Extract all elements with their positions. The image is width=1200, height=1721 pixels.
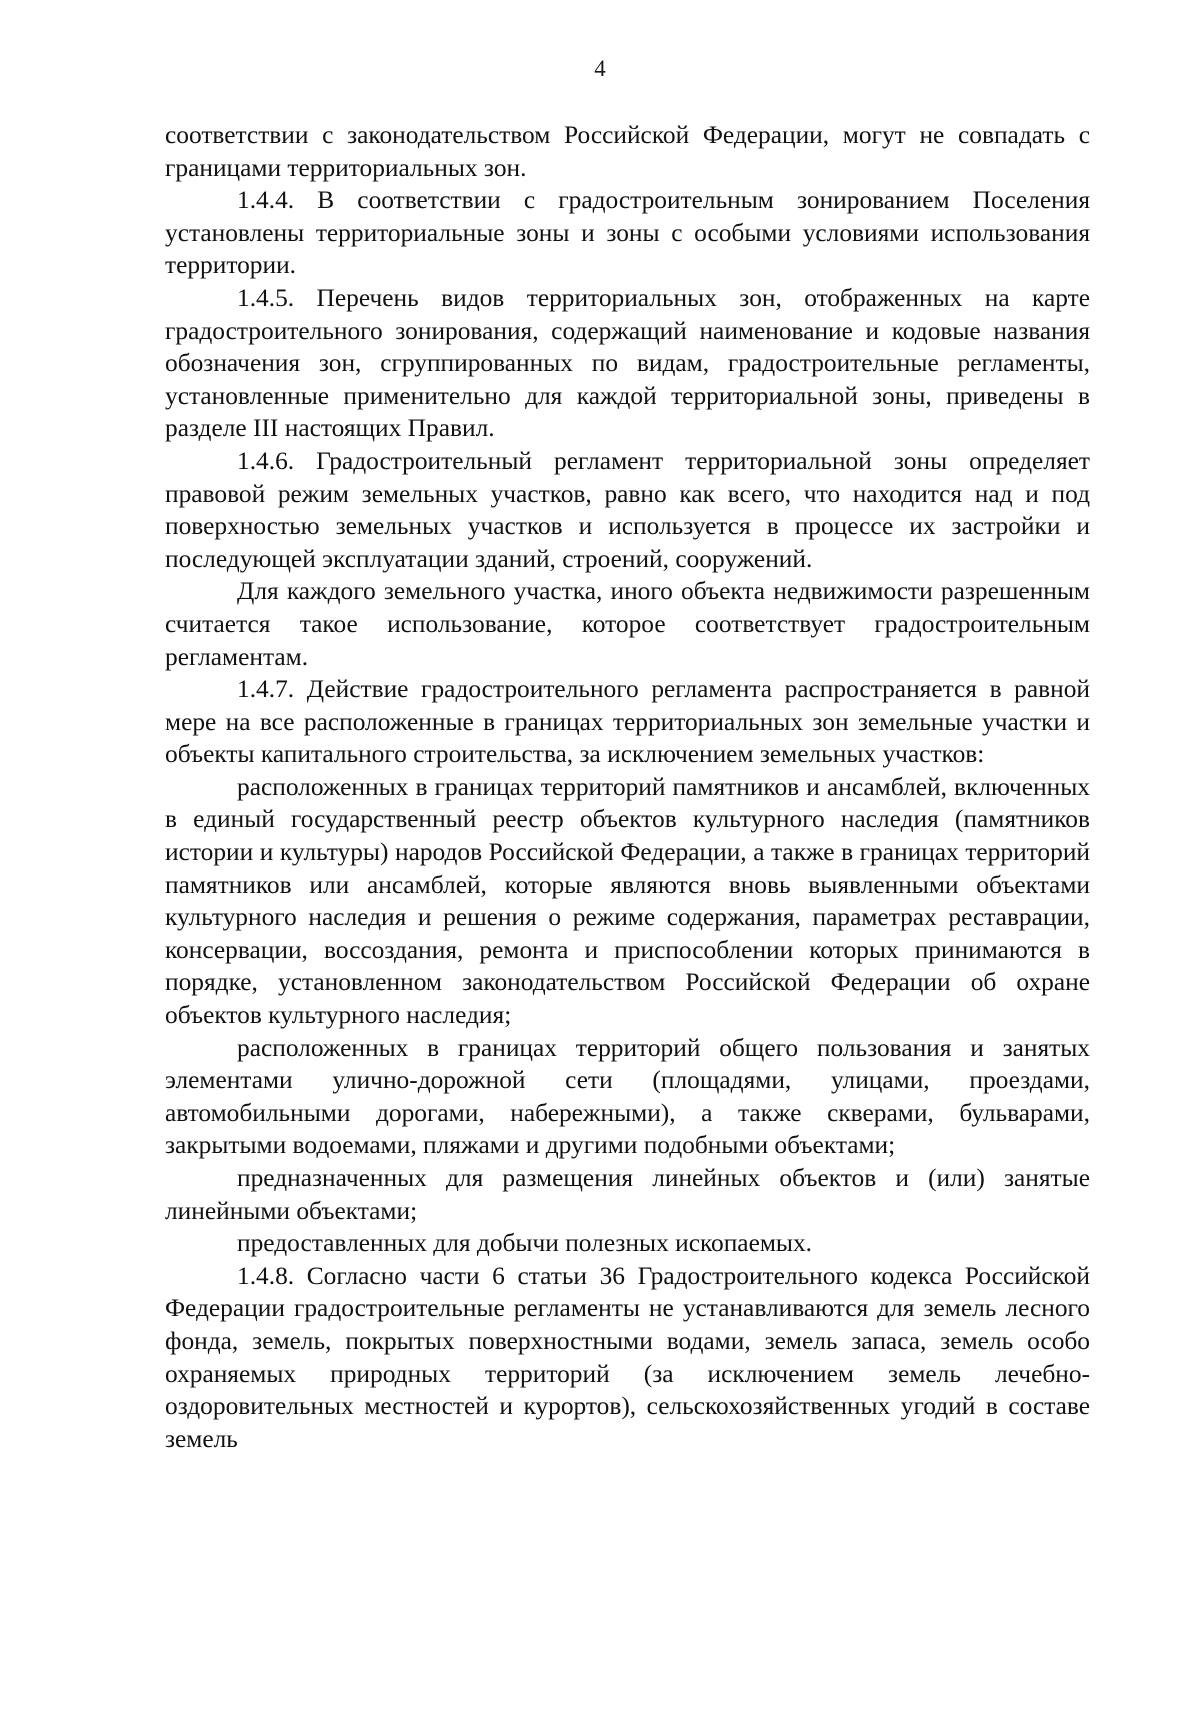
paragraph-continuation: соответствии с законодательством Российской Федерации, могут не совпадать с границами территориальных зон. [165,121,1090,182]
paragraph-1-4-5: 1.4.5. Перечень видов территориальных зон, отображенных на карте градостроительного зонирования, содержащий наименование и кодовые названия обозначения зон, сгруппированных по видам, градостроительные регламенты, установленные применительно для каждой территориальной зоны, приведены в разделе III настоящих Правил. [165,283,1090,443]
list-item-linear-objects: предназначенных для размещения линейных объектов и (или) занятые линейными объектами; [165,1164,1090,1225]
list-item-public-areas: расположенных в границах территорий общего пользования и занятых элементами улично-дорожной сети (площадями, улицами, проездами, автомобильными дорогами, набережными), а также скверами, бульварами, закрытыми водоемами, пляжами и другими подобными объектами; [165,1033,1090,1160]
paragraph-1-4-6: 1.4.6. Градостроительный регламент территориальной зоны определяет правовой режим земельных участков, равно как всего, что находится над и под поверхностью земельных участков и используется в процессе их застройки и последующей эксплуатации зданий, строений, сооружений. [165,446,1090,573]
paragraph-land-use: Для каждого земельного участка, иного объекта недвижимости разрешенным считается такое использование, которое соответствует градостроительным регламентам. [165,577,1090,671]
list-item-heritage: расположенных в границах территорий памятников и ансамблей, включенных в единый государственный реестр объектов культурного наследия (памятников истории и культуры) народов Российской Федерации, а также в границах территорий памятников или ансамблей, которые являются вновь выявленными объектами культурного наследия и решения о режиме содержания, параметрах реставрации, консервации, воссоздания, ремонта и приспособлении которых принимаются в порядке, установленном законодательством Российской Федерации об охране объектов культурного наследия; [165,772,1090,1030]
list-item-minerals: предоставленных для добычи полезных ископаемых. [237,1229,813,1258]
document-body [165,119,1090,1455]
paragraph-1-4-4: 1.4.4. В соответствии с градостроительным зонированием Поселения установлены территориальные зоны и зоны с особыми условиями использования территории. [165,186,1090,280]
paragraph-1-4-8: 1.4.8. Согласно части 6 статьи 36 Градостроительного кодекса Российской Федерации градостроительные регламенты не устанавливаются для земель лесного фонда, земель, покрытых поверхностными водами, земель запаса, земель особо охраняемых природных территорий (за исключением земель лечебно-оздоровительных местностей и курортов), сельскохозяйственных угодий в составе земель [165,1261,1090,1453]
paragraph-1-4-7: 1.4.7. Действие градостроительного регламента распространяется в равной мере на все расположенные в границах территориальных зон земельные участки и объекты капитального строительства, за исключением земельных участков: [165,675,1090,769]
page-number: 4 [594,56,606,81]
